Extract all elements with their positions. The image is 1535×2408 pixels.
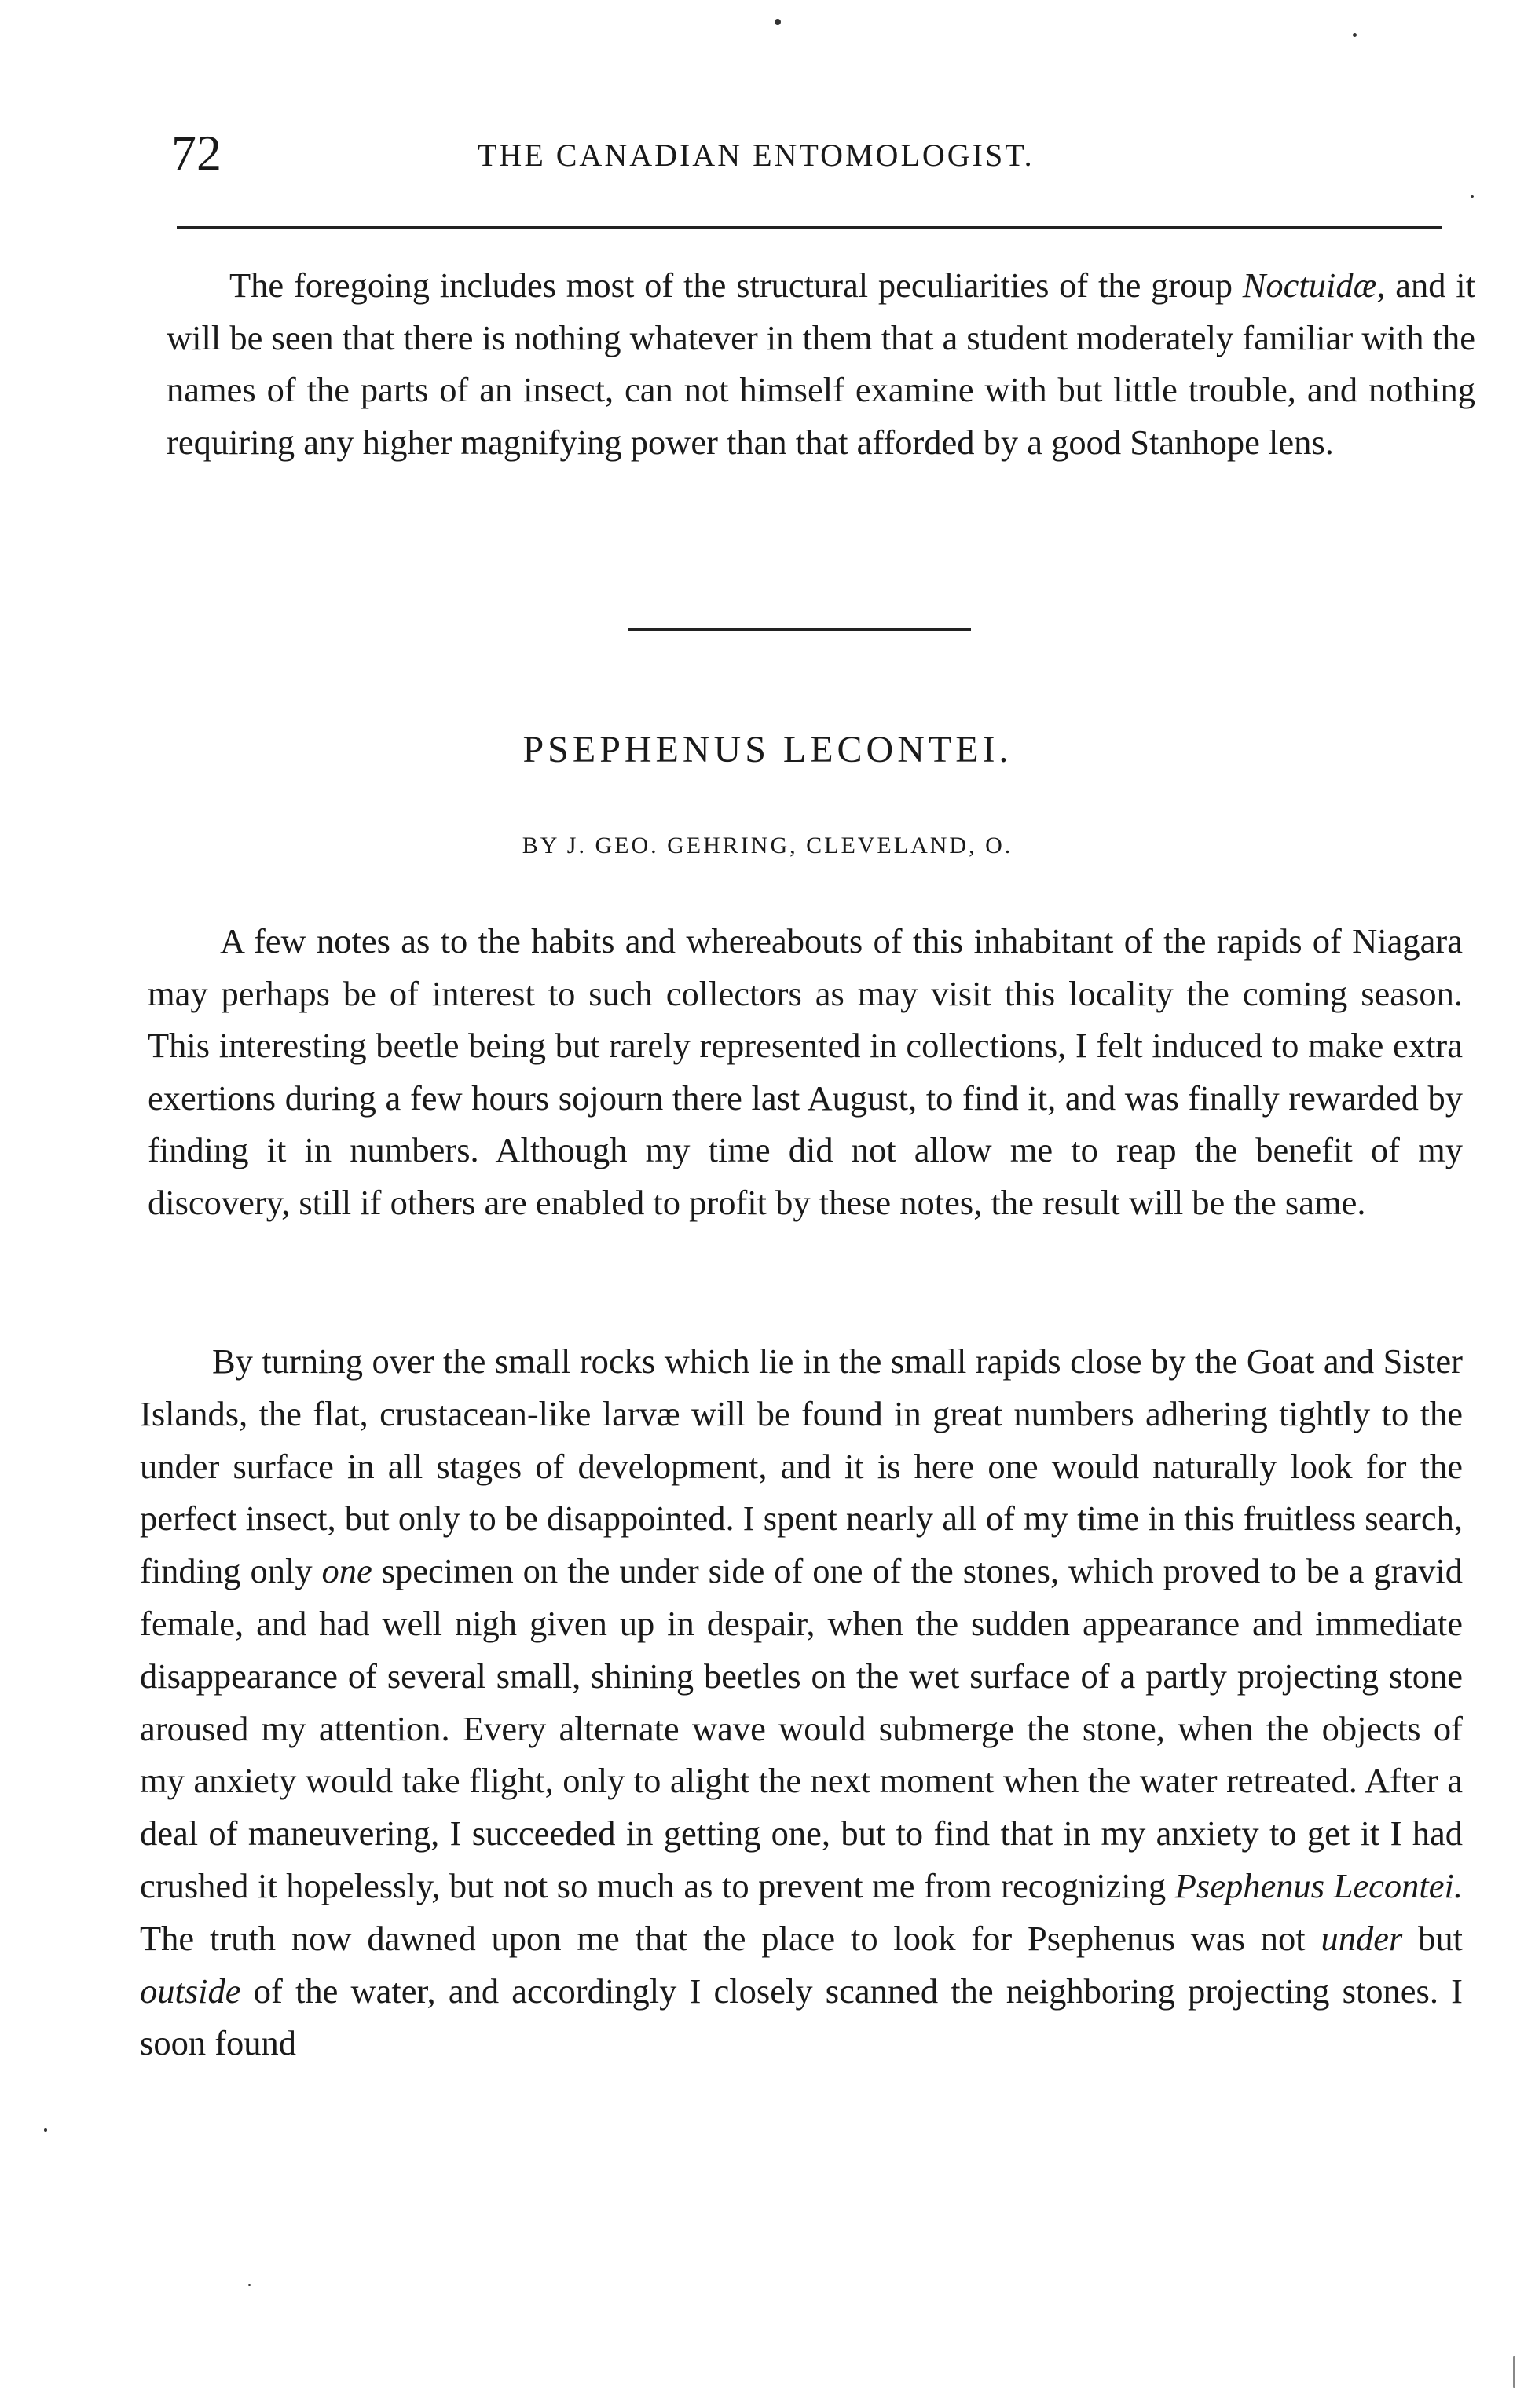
paragraph3-italic-1: one [321,1551,372,1591]
paragraph-observation [140,1335,1463,2069]
paragraph3-italic-2: Psephenus Lecontei. [1174,1865,1463,1905]
paragraph3-text-5: of the water, and accordingly I closely scanned the neighboring projecting stones. I soon found [140,1971,1463,2063]
paragraph1-text-b: and it will be seen that there is nothing whatever in them that a student moderately familiar with the names of the parts of an insect, can not himself examine with but little trouble, and nothing requiring any higher magnifying power than that afforded by a good Stanhope lens. [167,265,1475,462]
running-title: THE CANADIAN ENTOMOLOGIST. [478,137,1035,173]
paragraph3-text-2: specimen on the under side of one of the stones, which proved to be a gravid female, and had well nigh given up in despair, when the sudden appearance and immediate disappearance of several small, shining beetles on the wet surface of a partly projecting stone aroused my attention. Every alternate wave would submerge the stone, when the objects of my anxiety would take flight, only to alight the next moment when the water retreated. After a deal of maneuvering, I succeeded in getting one, but to find that in my anxiety to get it I had crushed it hopelessly, but not so much as to prevent me from recognizing [140,1551,1463,1905]
scan-speck [775,19,781,25]
article-byline: BY J. GEO. GEHRING, CLEVELAND, O. [522,833,1013,858]
section-divider [628,628,971,631]
paragraph3-text-3: The truth now dawned upon me that the place to look for Psephenus was not [140,1918,1321,1958]
scan-speck [1513,2356,1515,2388]
paragraph1-italic: Noctuidæ, [1242,265,1386,305]
header-rule [177,226,1442,229]
article-title: PSEPHENUS LECONTEI. [522,729,1013,770]
scan-speck [248,2284,251,2286]
paragraph-intro: A few notes as to the habits and whereabouts of this inhabitant of the rapids of Niagara may perhaps be of interest to such collectors as may visit this locality the coming season. This interesting beetle being but rarely represented in collections, I felt induced to make extra exertions during a few hours sojourn there last August, to find it, and was finally rewarded by finding it in numbers. Although my time did not allow me to reap the benefit of my discovery, still if others are enabled to profit by these notes, the result will be the same. [148,921,1463,1222]
scan-speck [44,2128,47,2132]
paragraph3-italic-3: under [1321,1918,1403,1958]
paragraph3-text-1: By turning over the small rocks which lie in the small rapids close by the Goat and Sister Islands, the flat, crustacean-like larvæ will be found in great numbers adhering tightly to the under surface in all stages of development, and it is here one would naturally look for the perfect insect, but only to be disappointed. I spent nearly all of my time in this fruitless search, finding only [140,1341,1463,1591]
paragraph3-text-4: but [1402,1918,1463,1958]
scan-speck [1353,33,1357,37]
paragraph3-italic-4: outside [140,1971,241,2011]
paragraph1-text-a: The foregoing includes most of the structural peculiarities of the group [229,265,1243,305]
paragraph-noctuidae [167,259,1475,468]
page-header [171,126,1444,181]
page-number: 72 [171,125,222,181]
scan-speck [1471,195,1474,198]
